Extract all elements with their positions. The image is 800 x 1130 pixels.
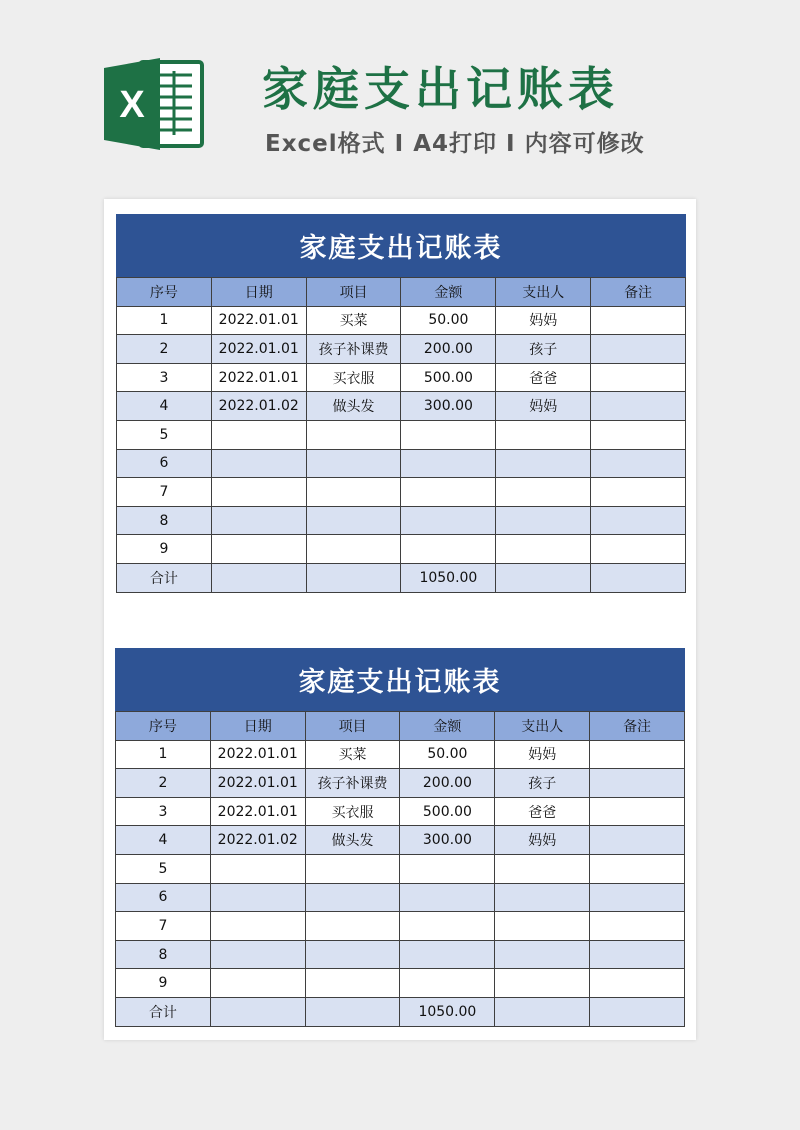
excel-logo-letter: X: [119, 84, 145, 126]
table-cell[interactable]: [590, 769, 685, 798]
table-cell[interactable]: [401, 506, 496, 535]
table-row: [117, 449, 686, 478]
table-cell[interactable]: 50.00: [400, 740, 495, 769]
table-cell[interactable]: [305, 883, 400, 912]
table-row: [116, 912, 685, 941]
page-subtitle: Excel格式 Ⅰ A4打印 Ⅰ 内容可修改: [265, 131, 645, 157]
table-cell[interactable]: [591, 478, 686, 507]
table-row: [116, 797, 685, 826]
table-cell[interactable]: 9: [117, 535, 212, 564]
table-cell[interactable]: [210, 854, 305, 883]
table-cell[interactable]: [211, 535, 306, 564]
table-cell[interactable]: 买菜: [306, 306, 401, 335]
table-cell[interactable]: [591, 535, 686, 564]
column-header: 序号: [117, 278, 212, 307]
table-cell[interactable]: 6: [117, 449, 212, 478]
table-cell[interactable]: 孩子: [496, 335, 591, 364]
table-cell[interactable]: [401, 420, 496, 449]
table-cell[interactable]: 妈妈: [495, 826, 590, 855]
table-cell[interactable]: 做头发: [306, 392, 401, 421]
table-cell[interactable]: 买衣服: [305, 797, 400, 826]
table-row: [116, 740, 685, 769]
table-cell[interactable]: [400, 969, 495, 998]
table-cell[interactable]: 7: [116, 912, 211, 941]
table-cell[interactable]: [211, 563, 306, 592]
table-row: [117, 306, 686, 335]
table-cell[interactable]: 1: [116, 740, 211, 769]
column-header: 支出人: [496, 278, 591, 307]
table-cell[interactable]: [496, 563, 591, 592]
table-cell[interactable]: [401, 535, 496, 564]
table-header-row: [117, 278, 686, 307]
table-cell[interactable]: 500.00: [400, 797, 495, 826]
table-row: [117, 392, 686, 421]
table-cell[interactable]: 500.00: [401, 363, 496, 392]
table-cell[interactable]: [210, 969, 305, 998]
table-row: [116, 854, 685, 883]
table-cell[interactable]: [590, 883, 685, 912]
table-cell[interactable]: [590, 826, 685, 855]
table-cell[interactable]: [211, 420, 306, 449]
table-cell[interactable]: [496, 478, 591, 507]
table-cell[interactable]: 孩子补课费: [305, 769, 400, 798]
column-header: 项目: [306, 278, 401, 307]
table-row: [116, 769, 685, 798]
table-cell[interactable]: 300.00: [401, 392, 496, 421]
table-cell[interactable]: 5: [117, 420, 212, 449]
column-header: 日期: [210, 712, 305, 741]
expense-sheet-1: [116, 214, 686, 593]
table-cell[interactable]: 200.00: [401, 335, 496, 364]
table-cell[interactable]: [306, 563, 401, 592]
table-cell[interactable]: 爸爸: [495, 797, 590, 826]
table-cell[interactable]: 2022.01.02: [210, 826, 305, 855]
table-cell[interactable]: [590, 969, 685, 998]
table-cell[interactable]: [590, 940, 685, 969]
table-cell[interactable]: 2: [117, 335, 212, 364]
table-header-row: [116, 712, 685, 741]
table-cell[interactable]: [305, 854, 400, 883]
column-header: 备注: [591, 278, 686, 307]
table-cell[interactable]: 2022.01.01: [210, 769, 305, 798]
table-cell[interactable]: [590, 912, 685, 941]
table-cell[interactable]: [590, 740, 685, 769]
table-cell[interactable]: [306, 535, 401, 564]
expense-table: [115, 711, 685, 1027]
table-cell[interactable]: 2022.01.01: [210, 740, 305, 769]
table-cell[interactable]: 买衣服: [306, 363, 401, 392]
table-cell[interactable]: [495, 912, 590, 941]
table-cell[interactable]: [306, 506, 401, 535]
table-cell[interactable]: 3: [116, 797, 211, 826]
table-cell[interactable]: [306, 449, 401, 478]
column-header: 日期: [211, 278, 306, 307]
table-cell[interactable]: 4: [116, 826, 211, 855]
table-cell[interactable]: 5: [116, 854, 211, 883]
table-row: [117, 420, 686, 449]
table-cell[interactable]: [210, 940, 305, 969]
column-header: 序号: [116, 712, 211, 741]
table-cell[interactable]: [400, 883, 495, 912]
table-cell[interactable]: [495, 940, 590, 969]
table-cell[interactable]: [305, 940, 400, 969]
table-cell[interactable]: 6: [116, 883, 211, 912]
table-cell[interactable]: [495, 854, 590, 883]
sheet-title: 家庭支出记账表: [115, 648, 685, 711]
table-cell[interactable]: [591, 420, 686, 449]
table-cell[interactable]: [495, 969, 590, 998]
table-row: [116, 826, 685, 855]
table-cell[interactable]: [591, 506, 686, 535]
table-cell[interactable]: [496, 420, 591, 449]
table-cell[interactable]: [401, 478, 496, 507]
column-header: 备注: [590, 712, 685, 741]
table-cell[interactable]: [211, 449, 306, 478]
table-cell[interactable]: [400, 940, 495, 969]
table-cell[interactable]: [591, 306, 686, 335]
table-cell[interactable]: 爸爸: [496, 363, 591, 392]
expense-sheet-2: [115, 648, 685, 1027]
sheet-title: 家庭支出记账表: [116, 214, 686, 277]
table-row: [117, 506, 686, 535]
table-cell[interactable]: 9: [116, 969, 211, 998]
table-row: [117, 535, 686, 564]
table-cell[interactable]: 2022.01.01: [210, 797, 305, 826]
table-cell[interactable]: 孩子补课费: [306, 335, 401, 364]
total-row: [117, 563, 686, 592]
table-cell[interactable]: 做头发: [305, 826, 400, 855]
table-cell[interactable]: [591, 335, 686, 364]
page-title: 家庭支出记账表: [262, 62, 619, 116]
table-cell[interactable]: [211, 478, 306, 507]
table-cell[interactable]: 8: [117, 506, 212, 535]
table-cell[interactable]: 50.00: [401, 306, 496, 335]
table-row: [116, 883, 685, 912]
table-cell[interactable]: [305, 912, 400, 941]
table-cell[interactable]: [591, 563, 686, 592]
table-cell[interactable]: 2022.01.01: [211, 363, 306, 392]
total-row: [116, 997, 685, 1026]
table-row: [116, 940, 685, 969]
table-cell[interactable]: [305, 997, 400, 1026]
table-cell[interactable]: 2022.01.01: [211, 335, 306, 364]
table-cell[interactable]: 4: [117, 392, 212, 421]
table-cell[interactable]: 孩子: [495, 769, 590, 798]
table-row: [117, 335, 686, 364]
table-cell[interactable]: 7: [117, 478, 212, 507]
total-amount[interactable]: 1050.00: [401, 563, 496, 592]
table-cell[interactable]: [306, 478, 401, 507]
table-cell[interactable]: 妈妈: [496, 392, 591, 421]
table-cell[interactable]: [590, 797, 685, 826]
table-cell[interactable]: [591, 392, 686, 421]
table-cell[interactable]: [305, 969, 400, 998]
table-cell[interactable]: [591, 363, 686, 392]
total-label: 合计: [116, 997, 211, 1026]
table-cell[interactable]: [590, 997, 685, 1026]
table-cell[interactable]: 200.00: [400, 769, 495, 798]
table-cell[interactable]: [210, 883, 305, 912]
total-label: 合计: [117, 563, 212, 592]
table-cell[interactable]: 2022.01.02: [211, 392, 306, 421]
table-cell[interactable]: [591, 449, 686, 478]
table-cell[interactable]: [495, 997, 590, 1026]
column-header: 金额: [401, 278, 496, 307]
table-cell[interactable]: [400, 912, 495, 941]
table-cell[interactable]: 300.00: [400, 826, 495, 855]
total-amount[interactable]: 1050.00: [400, 997, 495, 1026]
table-cell[interactable]: [400, 854, 495, 883]
table-cell[interactable]: 妈妈: [495, 740, 590, 769]
table-cell[interactable]: [210, 997, 305, 1026]
table-cell[interactable]: [211, 506, 306, 535]
table-cell[interactable]: 妈妈: [496, 306, 591, 335]
table-cell[interactable]: [496, 506, 591, 535]
table-cell[interactable]: 2022.01.01: [211, 306, 306, 335]
table-cell[interactable]: [496, 535, 591, 564]
table-cell[interactable]: [590, 854, 685, 883]
table-cell[interactable]: 8: [116, 940, 211, 969]
table-cell[interactable]: [495, 883, 590, 912]
table-row: [116, 969, 685, 998]
table-cell[interactable]: [210, 912, 305, 941]
page-header: [0, 0, 800, 190]
table-cell[interactable]: 3: [117, 363, 212, 392]
expense-table: [116, 277, 686, 593]
column-header: 项目: [305, 712, 400, 741]
column-header: 支出人: [495, 712, 590, 741]
table-cell[interactable]: [401, 449, 496, 478]
excel-icon: [102, 55, 204, 153]
table-cell[interactable]: 2: [116, 769, 211, 798]
table-row: [117, 363, 686, 392]
table-cell[interactable]: [306, 420, 401, 449]
table-cell[interactable]: 买菜: [305, 740, 400, 769]
table-cell[interactable]: 1: [117, 306, 212, 335]
table-row: [117, 478, 686, 507]
table-cell[interactable]: [496, 449, 591, 478]
column-header: 金额: [400, 712, 495, 741]
